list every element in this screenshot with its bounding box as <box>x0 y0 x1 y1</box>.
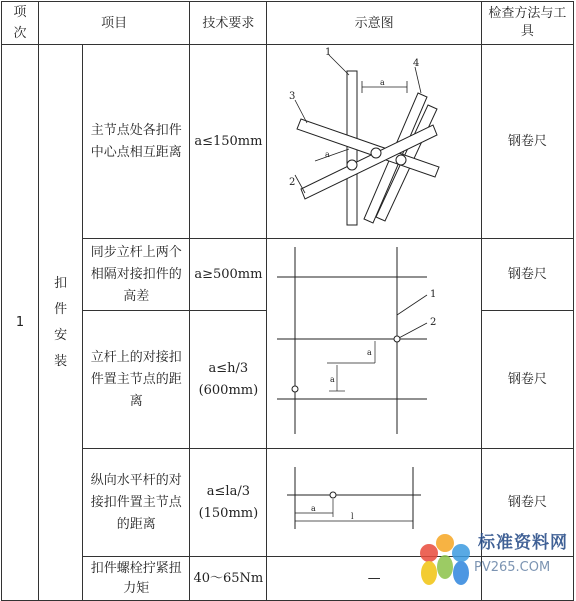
req-text: a≥500mm <box>194 266 263 282</box>
item-text: 立杆上的对接扣件置主节点的距离 <box>90 349 182 409</box>
diagram-cell <box>267 45 481 239</box>
label-4: 4 <box>413 58 420 69</box>
fastener-node <box>394 336 400 342</box>
req-cell <box>190 557 267 601</box>
req-cell <box>190 311 267 449</box>
tool-cell <box>481 311 573 449</box>
label-3: 3 <box>289 91 296 102</box>
req-text: a≤la/3 <box>206 483 250 499</box>
fastener-center-diagram <box>267 45 481 231</box>
header-row <box>2 2 574 45</box>
req-cell <box>190 239 267 311</box>
category-label: 扣件安装 <box>54 275 68 369</box>
header-req-label: 技术要求 <box>202 15 255 31</box>
label-a: a <box>325 150 331 159</box>
item-cell <box>83 557 190 601</box>
fastener-node <box>330 492 336 498</box>
tool-cell <box>481 45 573 239</box>
seq-cell <box>2 45 39 601</box>
seq-value: 1 <box>15 315 25 330</box>
label-1: 1 <box>325 47 332 58</box>
label-a: a <box>367 348 373 357</box>
fastener-node <box>347 160 357 170</box>
item-text: 扣件螺栓拧紧扭力矩 <box>90 560 182 596</box>
item-cell <box>83 239 190 311</box>
header-tool <box>481 2 573 45</box>
tool-cell <box>481 239 573 311</box>
req-text: a≤h/3 <box>208 360 249 376</box>
req-text: 40～65Nm <box>193 570 264 586</box>
tool-text: 钢卷尺 <box>507 134 547 149</box>
fastener-node <box>371 148 381 158</box>
table-row <box>2 239 574 311</box>
inspection-table <box>1 1 574 601</box>
table-row <box>2 45 574 239</box>
label-l: l <box>351 512 354 521</box>
header-seq-label: 项次 <box>13 5 27 41</box>
butt-fastener-diagram <box>267 239 481 441</box>
req-cell <box>190 45 267 239</box>
req-text-2: (600mm) <box>198 382 259 398</box>
header-req <box>190 2 267 45</box>
watermark-url: PV265.COM <box>474 560 551 575</box>
fastener-node <box>396 155 406 165</box>
tool-text: 钢卷尺 <box>507 495 547 510</box>
tool-text: 钢卷尺 <box>507 372 547 388</box>
header-diagram-label: 示意图 <box>354 15 394 31</box>
fastener-node <box>292 386 298 392</box>
item-cell <box>83 45 190 239</box>
req-cell <box>190 449 267 557</box>
label-a: a <box>380 78 386 87</box>
diagram-cell <box>267 239 481 449</box>
tool-text: 钢卷尺 <box>507 267 547 283</box>
item-cell <box>83 449 190 557</box>
label-a: a <box>311 504 317 513</box>
label-a: a <box>330 375 336 384</box>
category-cell <box>39 45 83 601</box>
label-2: 2 <box>289 177 296 188</box>
label-2: 2 <box>430 317 437 328</box>
req-text: a≤150mm <box>194 133 263 149</box>
header-item-label: 项目 <box>101 15 128 31</box>
diagram-dash: — <box>367 571 381 586</box>
item-text: 纵向水平杆的对接扣件置主节点的距离 <box>90 472 182 532</box>
item-text: 同步立杆上两个相隔对接扣件的高差 <box>90 244 182 304</box>
item-text: 主节点处各扣件中心点相互距离 <box>90 122 182 160</box>
header-item <box>39 2 190 45</box>
header-tool-label: 检查方法与工具 <box>488 6 567 39</box>
watermark-title: 标准资料网 <box>478 533 568 553</box>
header-diagram <box>267 2 481 45</box>
header-seq <box>2 2 39 45</box>
label-1: 1 <box>430 289 437 300</box>
req-text-2: (150mm) <box>198 505 259 521</box>
item-cell <box>83 311 190 449</box>
